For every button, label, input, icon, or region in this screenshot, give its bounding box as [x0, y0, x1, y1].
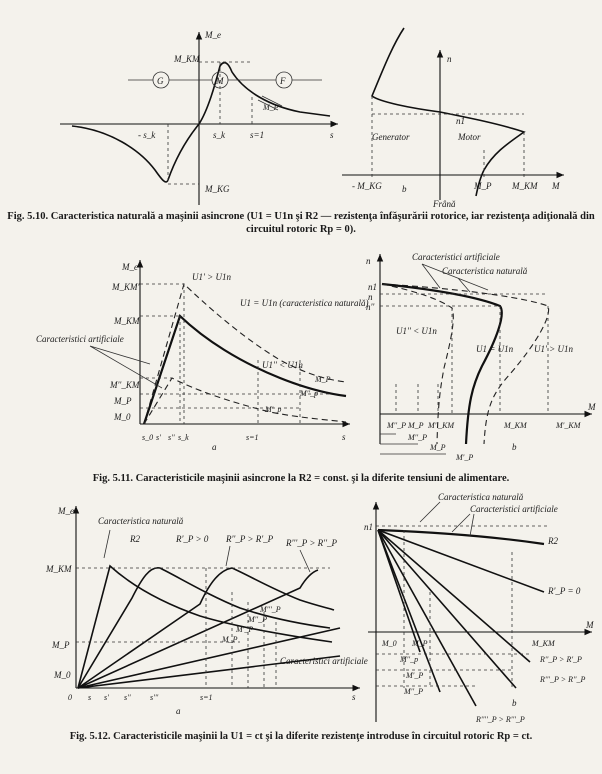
label-frana: Frână: [433, 199, 456, 209]
svg-text:R'''_P > R''_P: R'''_P > R''_P: [286, 538, 338, 548]
label-natural-b: Caracteristica naturală: [442, 266, 528, 276]
fig-5-10-a: [60, 30, 338, 205]
svg-text:s_k: s_k: [178, 433, 189, 442]
fig-5-10-caption: Fig. 5.10. Caracteristica naturală a maşinii asincrone (U1 = U1n şi R2 — rezistenţa înfăşurării rotorice, iar rezistenţa adiţională din circuitul rotoric Rp = 0).: [7, 211, 595, 235]
subfig-label-b: b: [402, 184, 407, 194]
label-n1: n1: [456, 116, 465, 126]
svg-text:n1: n1: [368, 282, 377, 292]
svg-text:s': s': [104, 693, 109, 702]
svg-text:M'_P: M'_P: [236, 625, 254, 634]
svg-text:M_KM: M_KM: [504, 421, 527, 430]
svg-text:M''_P: M''_P: [404, 687, 423, 696]
svg-text:s: s: [342, 432, 346, 442]
fig-5-12-b: [364, 492, 594, 724]
label-natural-b: Caracteristica naturală: [438, 492, 524, 502]
svg-text:M_0: M_0: [54, 670, 71, 680]
svg-text:M'_KM: M'_KM: [556, 421, 581, 430]
label-artificial: Caracteristici artificiale: [36, 334, 124, 344]
svg-text:s'': s'': [168, 433, 175, 442]
svg-text:M_KM: M_KM: [532, 639, 555, 648]
svg-text:U1 = U1n: U1 = U1n: [476, 344, 514, 354]
label-artificial: Caracteristici artificiale: [280, 656, 368, 666]
svg-text:M_P: M_P: [315, 375, 331, 384]
svg-text:U1' > U1n: U1' > U1n: [534, 344, 573, 354]
svg-text:s''': s''': [150, 693, 159, 702]
fig-5-12-a: [45, 506, 368, 716]
svg-text:n'': n'': [366, 302, 375, 312]
fig-5-12-caption: Fig. 5.12. Caracteristicile maşinii la U1 = ct şi la diferite rezistenţe introduse în circuitul rotoric Rp = ct.: [69, 731, 533, 742]
svg-text:F: F: [280, 76, 286, 86]
svg-text:R''''_P > R'''_P: R''''_P > R'''_P: [476, 715, 525, 724]
svg-text:M'_P: M'_P: [406, 671, 424, 680]
label-u-low: U1'' < U1n: [262, 360, 303, 370]
axis-label-s: s: [330, 130, 334, 140]
svg-text:s_0: s_0: [142, 433, 154, 442]
svg-text:s=1: s=1: [246, 433, 259, 442]
label-mkm2: M''_KM: [110, 380, 140, 390]
svg-text:M''_p: M''_p: [300, 389, 319, 398]
fig-5-11-b: [366, 252, 596, 462]
fig-5-10-diagram: [0, 0, 602, 212]
label-u-nom: U1 = U1n (caracteristica naturală): [240, 298, 369, 308]
label-mkg: M_KG: [205, 184, 230, 194]
svg-text:R'_P > 0: R'_P > 0: [176, 534, 209, 544]
svg-text:s: s: [352, 692, 356, 702]
svg-text:M: M: [588, 402, 596, 412]
axis-label-n: n: [447, 54, 452, 64]
axis-label-m: M: [552, 181, 560, 191]
svg-text:b: b: [512, 442, 517, 452]
svg-text:M_0: M_0: [382, 639, 397, 648]
svg-text:M: M: [586, 620, 594, 630]
label-sk: s_k: [213, 130, 225, 140]
axis-label-me: M_e: [205, 30, 221, 40]
fig-5-10-b: [342, 28, 564, 209]
label-mp-b: M_P: [474, 181, 492, 191]
svg-text:M'_p: M'_p: [265, 405, 282, 414]
svg-text:M''_p: M''_p: [400, 655, 419, 664]
svg-text:s: s: [88, 693, 92, 702]
svg-text:R''_P > R'_P: R''_P > R'_P: [540, 655, 582, 664]
label-mkm: M_KM: [174, 54, 200, 64]
svg-text:R'''_P > R''_P: R'''_P > R''_P: [540, 675, 586, 684]
label-u-high: U1' > U1n: [192, 272, 231, 282]
svg-text:0: 0: [68, 693, 72, 702]
label-mp: M_P: [114, 396, 132, 406]
svg-text:a: a: [212, 442, 217, 452]
label-generator: Generator: [372, 132, 410, 142]
label-artificial-b: Caracteristici artificiale: [470, 504, 558, 514]
label-mkm: M_KM: [114, 316, 140, 326]
svg-text:M''_KM: M''_KM: [428, 421, 455, 430]
svg-text:a: a: [176, 706, 181, 716]
axis-label-me: M_e: [122, 262, 138, 272]
svg-text:M_P: M_P: [430, 443, 446, 452]
svg-text:M_P: M_P: [412, 639, 428, 648]
label-artificial-b: Caracteristici artificiale: [412, 252, 500, 262]
svg-text:s=1: s=1: [200, 693, 213, 702]
svg-text:n: n: [368, 292, 373, 302]
svg-text:M_e: M_e: [58, 506, 74, 516]
svg-text:b: b: [512, 698, 517, 708]
fig-5-11-diagram: [0, 244, 602, 469]
svg-text:s': s': [156, 433, 161, 442]
svg-text:U1'' < U1n: U1'' < U1n: [396, 326, 437, 336]
label-neg-mkg: - M_KG: [352, 181, 382, 191]
label-natural: Caracteristica naturală: [98, 516, 184, 526]
svg-text:R2: R2: [130, 534, 140, 544]
svg-text:n: n: [366, 256, 371, 266]
svg-text:M'_P: M'_P: [456, 453, 474, 462]
svg-text:M_P: M_P: [408, 421, 424, 430]
label-mkm1: M_KM': [112, 282, 140, 292]
svg-text:G: G: [157, 76, 164, 86]
svg-text:s'': s'': [124, 693, 131, 702]
label-mo: M_0: [114, 412, 131, 422]
label-mp: M_P: [263, 103, 279, 112]
svg-text:M'''_P: M'''_P: [260, 605, 281, 614]
label-motor: Motor: [458, 132, 481, 142]
svg-text:M: M: [216, 76, 224, 86]
label-neg-sk: - s_k: [138, 130, 156, 140]
fig-5-11-a: [36, 260, 369, 452]
svg-text:M_P: M_P: [52, 640, 70, 650]
label-mkm-b: M_KM: [512, 181, 538, 191]
fig-5-12-diagram: [0, 492, 602, 724]
svg-text:M_P: M_P: [222, 635, 238, 644]
svg-text:M''_P: M''_P: [248, 615, 267, 624]
svg-text:M''_P: M''_P: [408, 433, 427, 442]
label-s1: s=1: [250, 130, 265, 140]
svg-text:n1: n1: [364, 522, 373, 532]
svg-text:R'_P = 0: R'_P = 0: [548, 586, 581, 596]
svg-text:M''_P: M''_P: [387, 421, 406, 430]
svg-text:R2: R2: [548, 536, 558, 546]
svg-text:R''_P > R'_P: R''_P > R'_P: [226, 534, 274, 544]
fig-5-11-caption: Fig. 5.11. Caracteristicile maşinii asincrone la R2 = const. şi la diferite tensiuni de alimentare.: [92, 473, 510, 484]
svg-text:M_KM: M_KM: [46, 564, 72, 574]
